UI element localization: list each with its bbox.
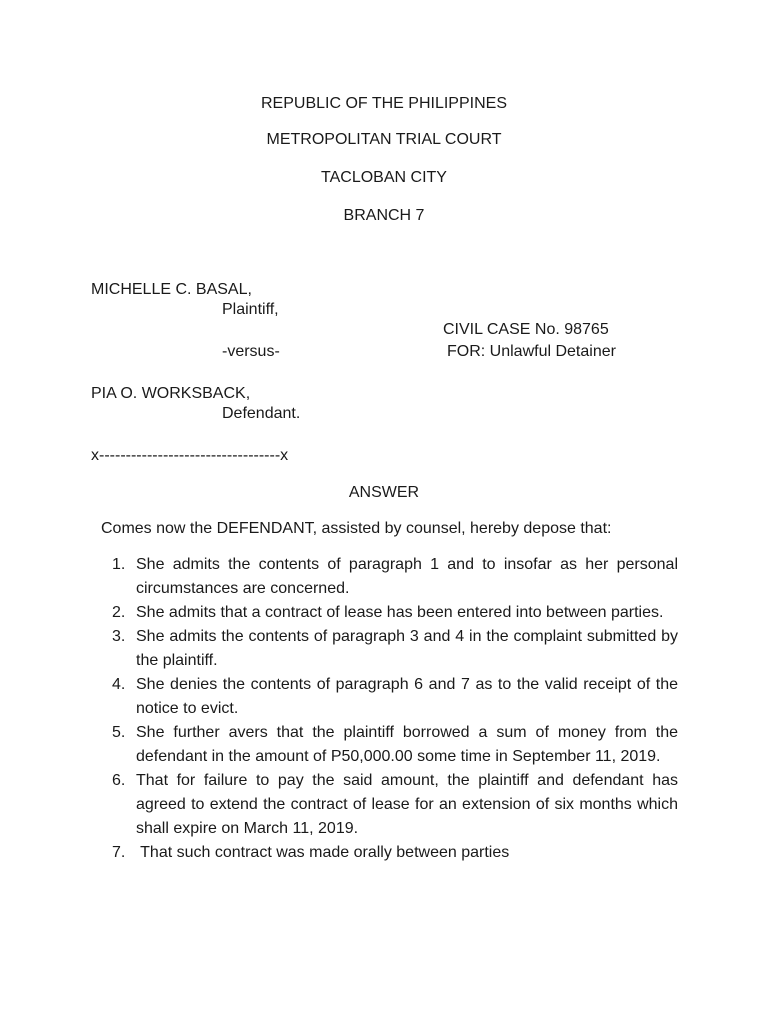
versus-label: -versus- (222, 343, 280, 360)
list-item (100, 601, 678, 625)
item-text: She admits that a contract of lease has been entered into between parties. (136, 604, 664, 621)
item-text: She admits the contents of paragraph 3 and 4 in the complaint submitted by the plaintiff. (136, 628, 678, 669)
header-court: METROPOLITAN TRIAL COURT (266, 131, 502, 148)
item-text: That such contract was made orally between parties (136, 844, 510, 861)
list-item (100, 625, 678, 673)
item-number: 4. (112, 676, 126, 693)
case-number: CIVIL CASE No. 98765 (443, 321, 609, 338)
caption-separator: x----------------------------------x (91, 447, 289, 464)
plaintiff-role: Plaintiff, (222, 301, 279, 318)
allegations-list (100, 553, 678, 865)
case-nature: FOR: Unlawful Detainer (447, 343, 616, 360)
item-number: 5. (112, 724, 126, 741)
item-number: 3. (112, 628, 126, 645)
item-number: 7. (112, 844, 126, 861)
header-republic: REPUBLIC OF THE PHILIPPINES (261, 95, 507, 112)
item-number: 1. (112, 556, 126, 573)
item-number: 2. (112, 604, 126, 621)
list-item (100, 769, 678, 841)
header-branch: BRANCH 7 (343, 207, 425, 224)
item-text: She denies the contents of paragraph 6 and 7 as to the valid receipt of the notice to evict. (136, 676, 678, 717)
defendant-name: PIA O. WORKSBACK, (91, 385, 251, 402)
item-text: She further avers that the plaintiff borrowed a sum of money from the defendant in the amount of P50,000.00 some time in September 11, 2019. (136, 724, 678, 765)
document-title: ANSWER (348, 484, 420, 501)
item-number: 6. (112, 772, 126, 789)
list-item (100, 673, 678, 721)
list-item (100, 841, 678, 865)
list-item (100, 721, 678, 769)
header-city: TACLOBAN CITY (321, 169, 447, 186)
item-text: She admits the contents of paragraph 1 and to insofar as her personal circumstances are concerned. (136, 556, 678, 597)
defendant-role: Defendant. (222, 405, 301, 422)
list-item (100, 553, 678, 601)
item-text: That for failure to pay the said amount, the plaintiff and defendant has agreed to extend the contract of lease for an extension of six months which shall expire on March 11, 2019. (136, 772, 678, 837)
intro-paragraph: Comes now the DEFENDANT, assisted by counsel, hereby depose that: (101, 520, 612, 537)
plaintiff-name: MICHELLE C. BASAL, (91, 281, 252, 298)
